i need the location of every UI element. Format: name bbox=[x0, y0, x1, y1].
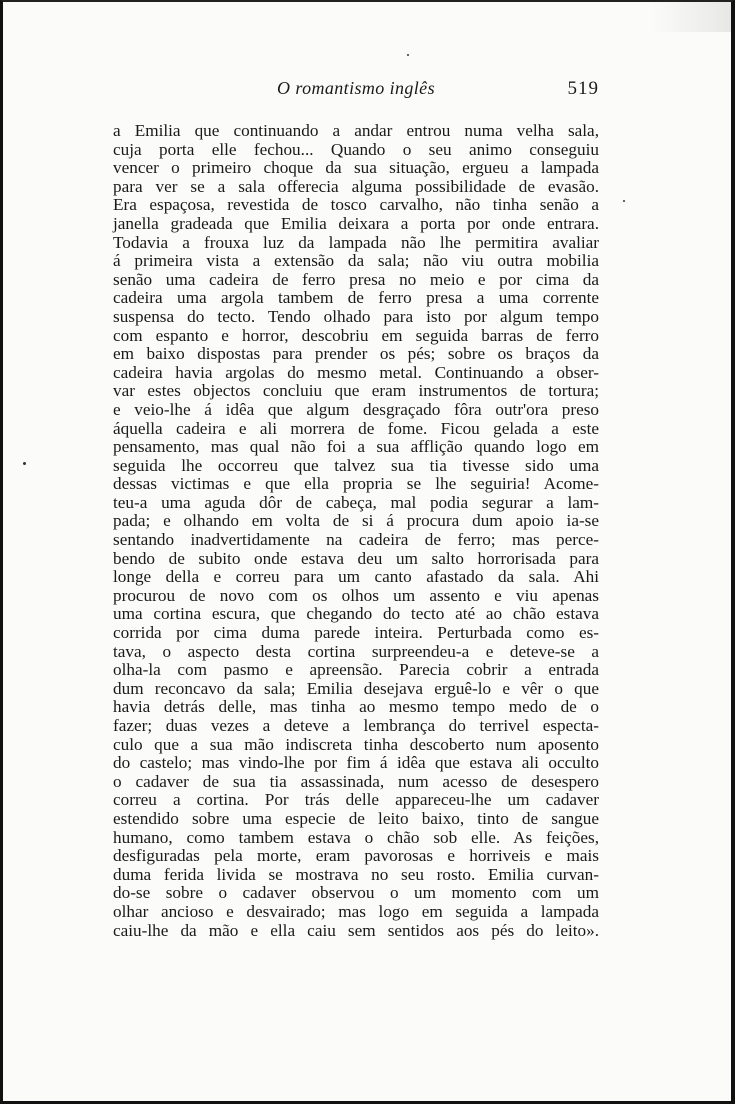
text-line: caiu-lhe da mão e ella caiu sem sentidos aos pés do leito». bbox=[113, 920, 599, 940]
text-line: cadeira uma argola tambem de ferro presa a uma corrente bbox=[113, 288, 599, 308]
text-line: com espanto e horror, descobriu em seguida barras de ferro bbox=[113, 325, 599, 345]
text-line: dessas victimas e que ella propria se lhe seguiria! Acome- bbox=[113, 474, 599, 494]
text-line: teu-a uma aguda dôr de cabeça, mal podia segurar a lam- bbox=[113, 492, 599, 512]
text-line: estendido sobre uma especie de leito baixo, tinto de sangue bbox=[113, 808, 599, 828]
text-line: a Emilia que continuando a andar entrou numa velha sala, bbox=[113, 121, 599, 140]
running-head bbox=[113, 78, 599, 104]
page-speck bbox=[623, 200, 625, 202]
body-text bbox=[113, 122, 599, 940]
text-line: olhar ancioso e desvairado; mas logo em seguida a lampada bbox=[113, 901, 599, 921]
text-line: pensamento, mas qual não foi a sua afflição quando logo em bbox=[113, 437, 599, 457]
text-line: dum reconcavo da sala; Emilia desejava erguê-lo e vêr o que bbox=[113, 678, 599, 698]
page-speck bbox=[23, 462, 26, 465]
text-line: suspensa do tecto. Tendo olhado para isto por algum tempo bbox=[113, 306, 599, 326]
text-line: senão uma cadeira de ferro presa no meio e por cima da bbox=[113, 269, 599, 289]
text-line: o cadaver de sua tia assassinada, num acesso de desespero bbox=[113, 771, 599, 791]
text-line: correu a cortina. Por trás delle appareceu-lhe um cadaver bbox=[113, 790, 599, 810]
text-line: longe della e correu para um canto afastado da sala. Ahi bbox=[113, 567, 599, 587]
text-line: para ver se a sala offerecia alguma possibilidade de evasão. bbox=[113, 176, 599, 196]
text-line: fazer; duas vezes a deteve a lembrança do terrivel especta- bbox=[113, 716, 599, 735]
text-line: seguida lhe occorreu que talvez sua tia tivesse sido uma bbox=[113, 455, 599, 475]
text-line: culo que a sua mão indiscreta tinha descoberto num aposento bbox=[113, 734, 599, 754]
text-line: havia detrás delle, mas tinha ao mesmo tempo medo de o bbox=[113, 697, 599, 717]
text-line: var estes objectos concluiu que eram instrumentos de tortura; bbox=[113, 381, 599, 401]
text-line: e veio-lhe á idêa que algum desgraçado fôra outr'ora preso bbox=[113, 399, 599, 419]
scan-shadow bbox=[651, 2, 731, 32]
text-line: tava, o aspecto desta cortina surpreendeu-a e deteve-se a bbox=[113, 641, 599, 661]
text-line: do-se sobre o cadaver observou o um momento com um bbox=[113, 883, 599, 903]
text-line: janella gradeada que Emilia deixara a porta por onde entrara. bbox=[113, 213, 599, 233]
text-line: cuja porta elle fechou... Quando o seu animo conseguiu bbox=[113, 139, 599, 159]
text-line: pada; e olhando em volta de si á procura dum apoio ia-se bbox=[113, 511, 599, 531]
text-line: olha-la com pasmo e apreensão. Parecia cobrir a entrada bbox=[113, 660, 599, 680]
text-line: em baixo dispostas para prender os pés; sobre os braços da bbox=[113, 344, 599, 364]
text-line: uma cortina escura, que chegando do tecto até ao chão estava bbox=[113, 604, 599, 624]
text-line: áquella cadeira e ali morrera de fome. Ficou gelada a este bbox=[113, 418, 599, 438]
text-line: do castelo; mas vindo-lhe por fim á idêa que estava ali occulto bbox=[113, 753, 599, 773]
running-head-title: O romantismo inglês bbox=[277, 78, 435, 98]
text-line: procurou de novo com os olhos um assento e viu apenas bbox=[113, 585, 599, 605]
page-number: 519 bbox=[567, 78, 599, 99]
text-line: duma ferida livida se mostrava no seu rosto. Emilia curvan- bbox=[113, 864, 599, 884]
text-line: corrida por cima duma parede inteira. Perturbada como es- bbox=[113, 623, 599, 643]
text-line: cadeira havia argolas do mesmo metal. Continuando a obser- bbox=[113, 362, 599, 382]
text-line: Era espaçosa, revestida de tosco carvalho, não tinha senão a bbox=[113, 195, 599, 215]
text-line: sentando inadvertidamente na cadeira de ferro; mas perce- bbox=[113, 530, 599, 550]
page-speck bbox=[407, 54, 409, 56]
text-line: humano, como tambem estava o chão sob elle. As feições, bbox=[113, 827, 599, 847]
text-line: desfiguradas pela morte, eram pavorosas e horriveis e mais bbox=[113, 846, 599, 866]
text-line: á primeira vista a extensão da sala; não viu outra mobilia bbox=[113, 251, 599, 271]
text-line: Todavia a frouxa luz da lampada não lhe permitira avaliar bbox=[113, 232, 599, 252]
text-line: bendo de subito onde estava deu um salto horrorisada para bbox=[113, 548, 599, 568]
text-line: vencer o primeiro choque da sua situação, ergueu a lampada bbox=[113, 158, 599, 178]
